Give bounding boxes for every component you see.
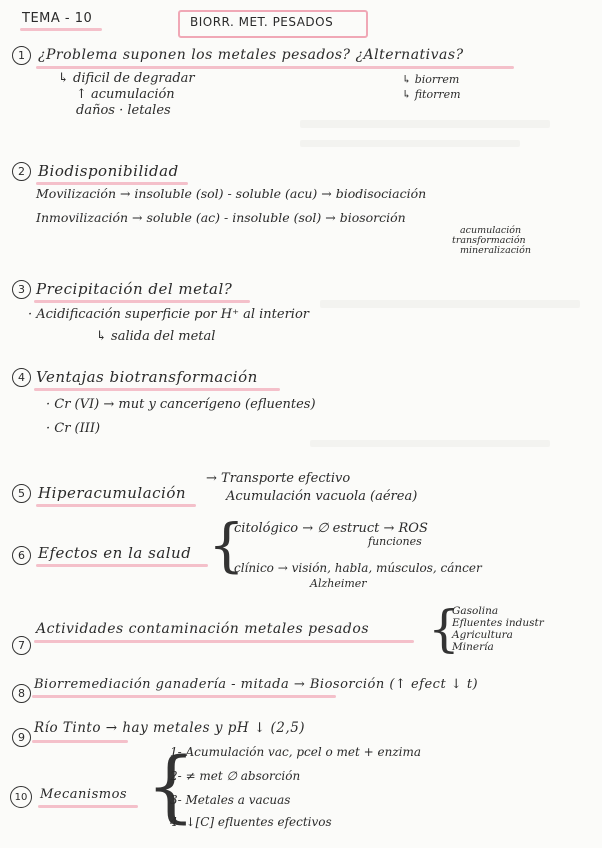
bleed-mark [310, 440, 550, 447]
section-1-line: daños · letales [76, 103, 171, 118]
section-4-heading: Ventajas biotransformación [36, 368, 258, 386]
section-8-underline [32, 695, 336, 698]
section-number-3: 3 [12, 280, 31, 299]
section-number-5: 5 [12, 484, 31, 503]
section-10-line: 4- ↓[C] efluentes efectivos [170, 815, 332, 829]
brace-icon: { [208, 511, 245, 579]
section-1-line: ↳ dificil de degradar [58, 71, 195, 86]
section-6-line: clínico → visión, habla, músculos, cáncer [234, 561, 482, 575]
section-6-line: funciones [368, 535, 422, 548]
section-7-side: Agricultura [452, 629, 513, 641]
bleed-mark [300, 140, 520, 147]
section-number-2: 2 [12, 162, 31, 181]
section-10-line: 1- Acumulación vac, pcel o met + enzima [170, 745, 422, 759]
section-5-heading: Hiperacumulación [38, 484, 187, 502]
section-1-line: ↑ acumulación [76, 87, 175, 102]
section-6-line: Alzheimer [310, 577, 367, 590]
section-6-line: citológico → ∅ estruct → ROS [234, 521, 428, 536]
section-1-underline [36, 66, 514, 69]
section-number-4: 4 [12, 368, 31, 387]
section-2-heading: Biodisponibilidad [38, 162, 179, 180]
section-1-side: ↳ biorrem [402, 73, 460, 86]
section-number-7: 7 [12, 636, 31, 655]
section-3-line: · Acidificación superficie por H⁺ al interior [28, 307, 309, 322]
section-2-side: acumulación [460, 225, 522, 236]
section-number-1: 1 [12, 46, 31, 65]
section-5-underline [36, 504, 196, 507]
section-2-line: Movilización → insoluble (sol) - soluble (acu) → biodisociación [36, 186, 427, 201]
section-10-line: 3- Metales a vacuas [170, 793, 291, 807]
section-7-side: Efluentes industr [452, 617, 544, 629]
section-3-line: ↳ salida del metal [96, 329, 216, 344]
section-7-side: Gasolina [452, 605, 499, 617]
section-3-heading: Precipitación del metal? [36, 280, 233, 298]
brace-icon: { [146, 742, 196, 832]
section-7-side: Minería [452, 641, 494, 653]
section-8-heading: Biorremediación ganadería - mitada → Biosorción (↑ efect ↓ t) [34, 677, 479, 692]
section-number-9: 9 [12, 728, 31, 747]
tema-underline [20, 28, 102, 31]
section-5-line: Acumulación vacuola (aérea) [226, 489, 418, 504]
section-2-underline [36, 182, 188, 185]
brace-icon: { [428, 600, 460, 658]
section-10-heading: Mecanismos [40, 787, 128, 802]
section-4-line: · Cr (VI) → mut y cancerígeno (efluentes) [46, 397, 316, 412]
section-7-underline [34, 640, 414, 643]
section-number-6: 6 [12, 546, 31, 565]
bleed-mark [300, 120, 550, 128]
section-5-line: → Transporte efectivo [206, 471, 351, 486]
section-4-underline [34, 388, 280, 391]
section-2-line: Inmovilización → soluble (ac) - insoluble (sol) → biosorción [36, 210, 406, 225]
section-2-side: mineralización [460, 245, 531, 256]
section-9-underline [32, 740, 128, 743]
tema-label: TEMA - 10 [22, 11, 93, 26]
section-10-line: 2- ≠ met ∅ absorción [170, 769, 301, 783]
section-4-line: · Cr (III) [46, 421, 101, 436]
section-3-underline [34, 300, 250, 303]
section-10-underline [38, 805, 138, 808]
section-6-heading: Efectos en la salud [38, 544, 192, 562]
section-2-side: transformación [452, 235, 526, 246]
section-1-heading: ¿Problema suponen los metales pesados? ¿Alternativas? [38, 47, 464, 63]
section-number-10: 10 [10, 786, 32, 808]
title-text: BIORR. MET. PESADOS [190, 15, 334, 29]
bleed-mark [320, 300, 580, 308]
section-1-side: ↳ fitorrem [402, 88, 461, 101]
section-9-heading: Río Tinto → hay metales y pH ↓ (2,5) [34, 720, 306, 736]
section-7-heading: Actividades contaminación metales pesados [36, 621, 370, 637]
section-number-8: 8 [12, 684, 31, 703]
section-6-underline [36, 564, 208, 567]
